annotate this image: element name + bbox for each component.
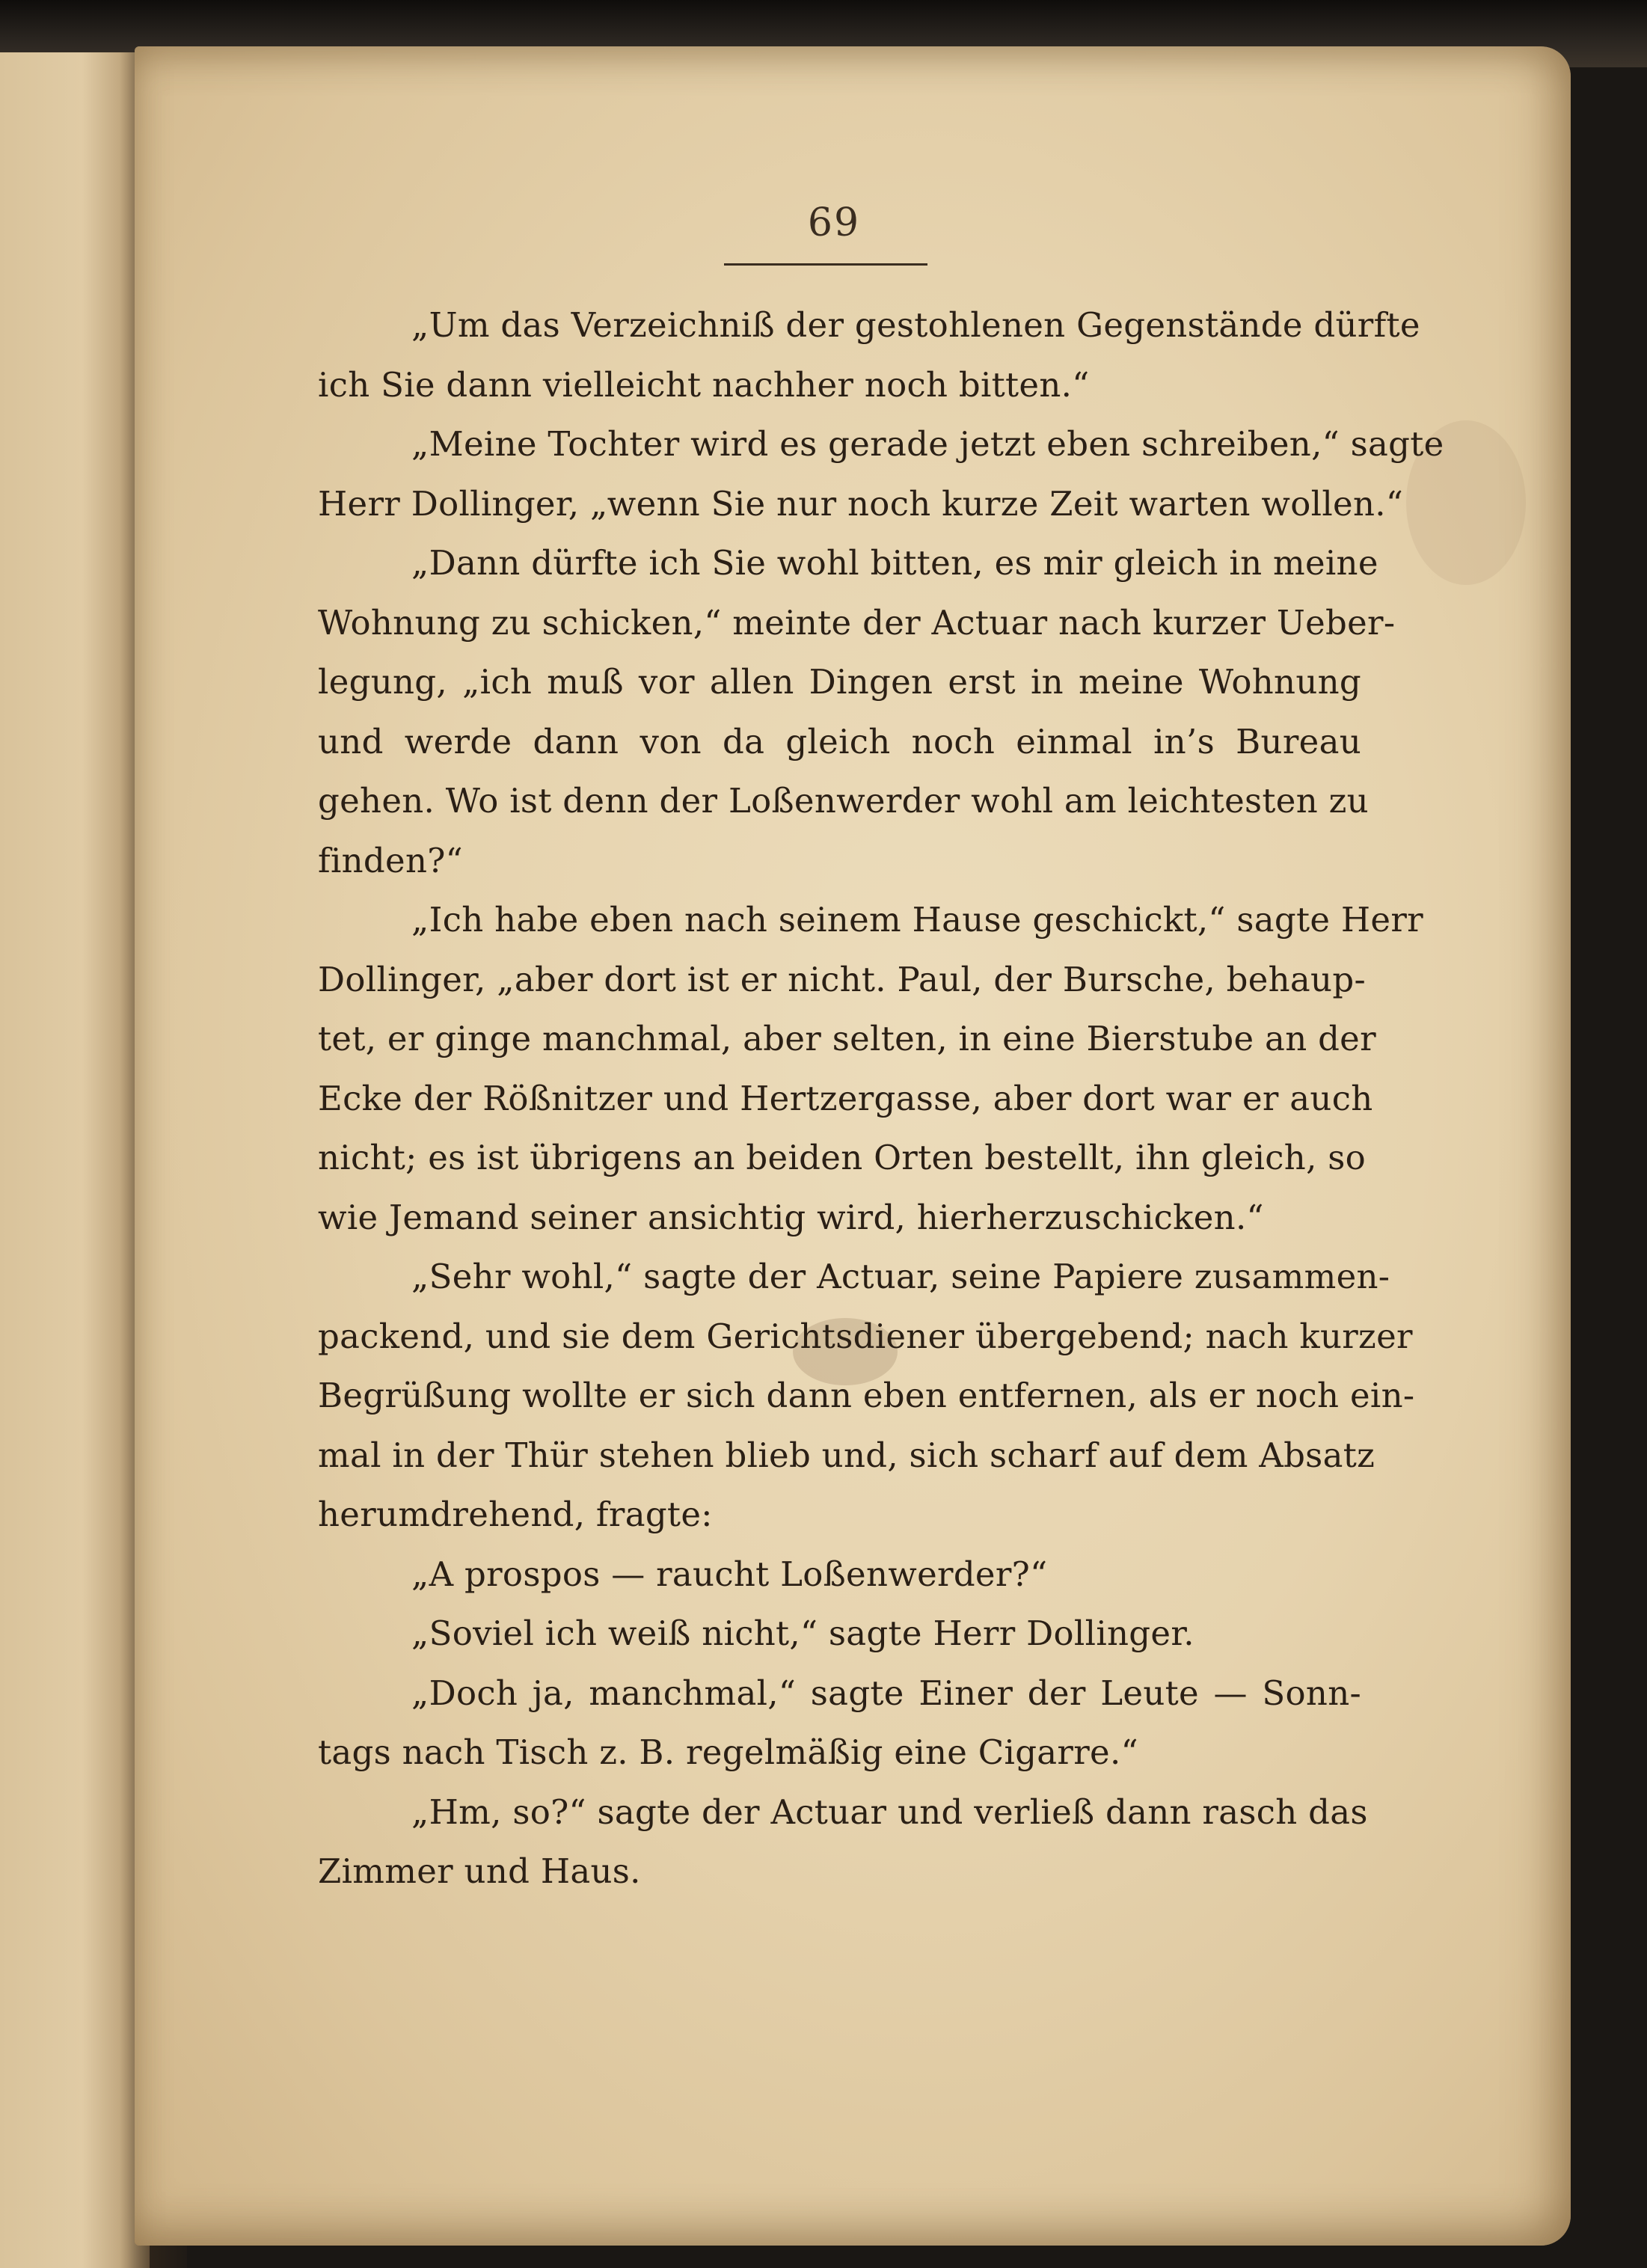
text-line: „Meine Tochter wird es gerade jetzt eben schreiben,“ sagte bbox=[411, 424, 1444, 464]
text-line: Wohnung zu schicken,“ meinte der Actuar nach kurzer Ueber- bbox=[318, 602, 1396, 643]
text-line: Herr Dollinger, „wenn Sie nur noch kurze Zeit warten wollen.“ bbox=[318, 483, 1404, 524]
text-line: „Sehr wohl,“ sagte der Actuar, seine Papiere zusammen- bbox=[411, 1257, 1390, 1296]
text-line: und werde dann von da gleich noch einmal in’s Bureau bbox=[318, 721, 1361, 761]
text-line: gehen. Wo ist denn der Loßenwerder wohl am leichtesten zu bbox=[318, 781, 1369, 821]
text-line: nicht; es ist übrigens an beiden Orten bestellt, ihn gleich, so bbox=[318, 1138, 1367, 1177]
text-line: Zimmer und Haus. bbox=[318, 1851, 641, 1891]
text-line: „Hm, so?“ sagte der Actuar und verließ dann rasch das bbox=[411, 1792, 1368, 1832]
page-number-rule bbox=[724, 263, 927, 266]
text-line: tags nach Tisch z. B. regelmäßig eine Cigarre.“ bbox=[318, 1732, 1138, 1772]
body-text bbox=[318, 295, 1444, 1901]
text-line: legung, „ich muß vor allen Dingen erst in meine Wohnung bbox=[318, 662, 1361, 702]
text-line: „Soviel ich weiß nicht,“ sagte Herr Dollinger. bbox=[411, 1613, 1194, 1653]
text-line: „Ich habe eben nach seinem Hause geschickt,“ sagte Herr bbox=[411, 900, 1423, 940]
text-line: „Dann dürfte ich Sie wohl bitten, es mir gleich in meine bbox=[411, 543, 1378, 583]
text-line: „A prospos — raucht Loßenwerder?“ bbox=[411, 1554, 1048, 1594]
text-line: wie Jemand seiner ansichtig wird, hierherzuschicken.“ bbox=[318, 1197, 1264, 1237]
text-line: „Doch ja, manchmal,“ sagte Einer der Leute — Sonn- bbox=[411, 1673, 1361, 1713]
text-line: „Um das Verzeichniß der gestohlenen Gegenstände dürfte bbox=[411, 305, 1420, 345]
text-line: packend, und sie dem Gerichtsdiener übergebend; nach kurzer bbox=[318, 1316, 1413, 1356]
text-line: Begrüßung wollte er sich dann eben entfernen, als er noch ein- bbox=[318, 1376, 1415, 1415]
text-line: Ecke der Rößnitzer und Hertzergasse, aber dort war er auch bbox=[318, 1078, 1373, 1118]
text-line: tet, er ginge manchmal, aber selten, in eine Bierstube an der bbox=[318, 1019, 1376, 1058]
text-line: mal in der Thür stehen blieb und, sich scharf auf dem Absatz bbox=[318, 1435, 1375, 1475]
text-line: Dollinger, „aber dort ist er nicht. Paul, der Bursche, behaup- bbox=[318, 959, 1366, 999]
text-line: herumdrehend, fragte: bbox=[318, 1495, 713, 1534]
text-line: ich Sie dann vielleicht nachher noch bitten.“ bbox=[318, 364, 1090, 405]
text-line: finden?“ bbox=[318, 840, 463, 880]
page-number: 69 bbox=[807, 200, 861, 245]
